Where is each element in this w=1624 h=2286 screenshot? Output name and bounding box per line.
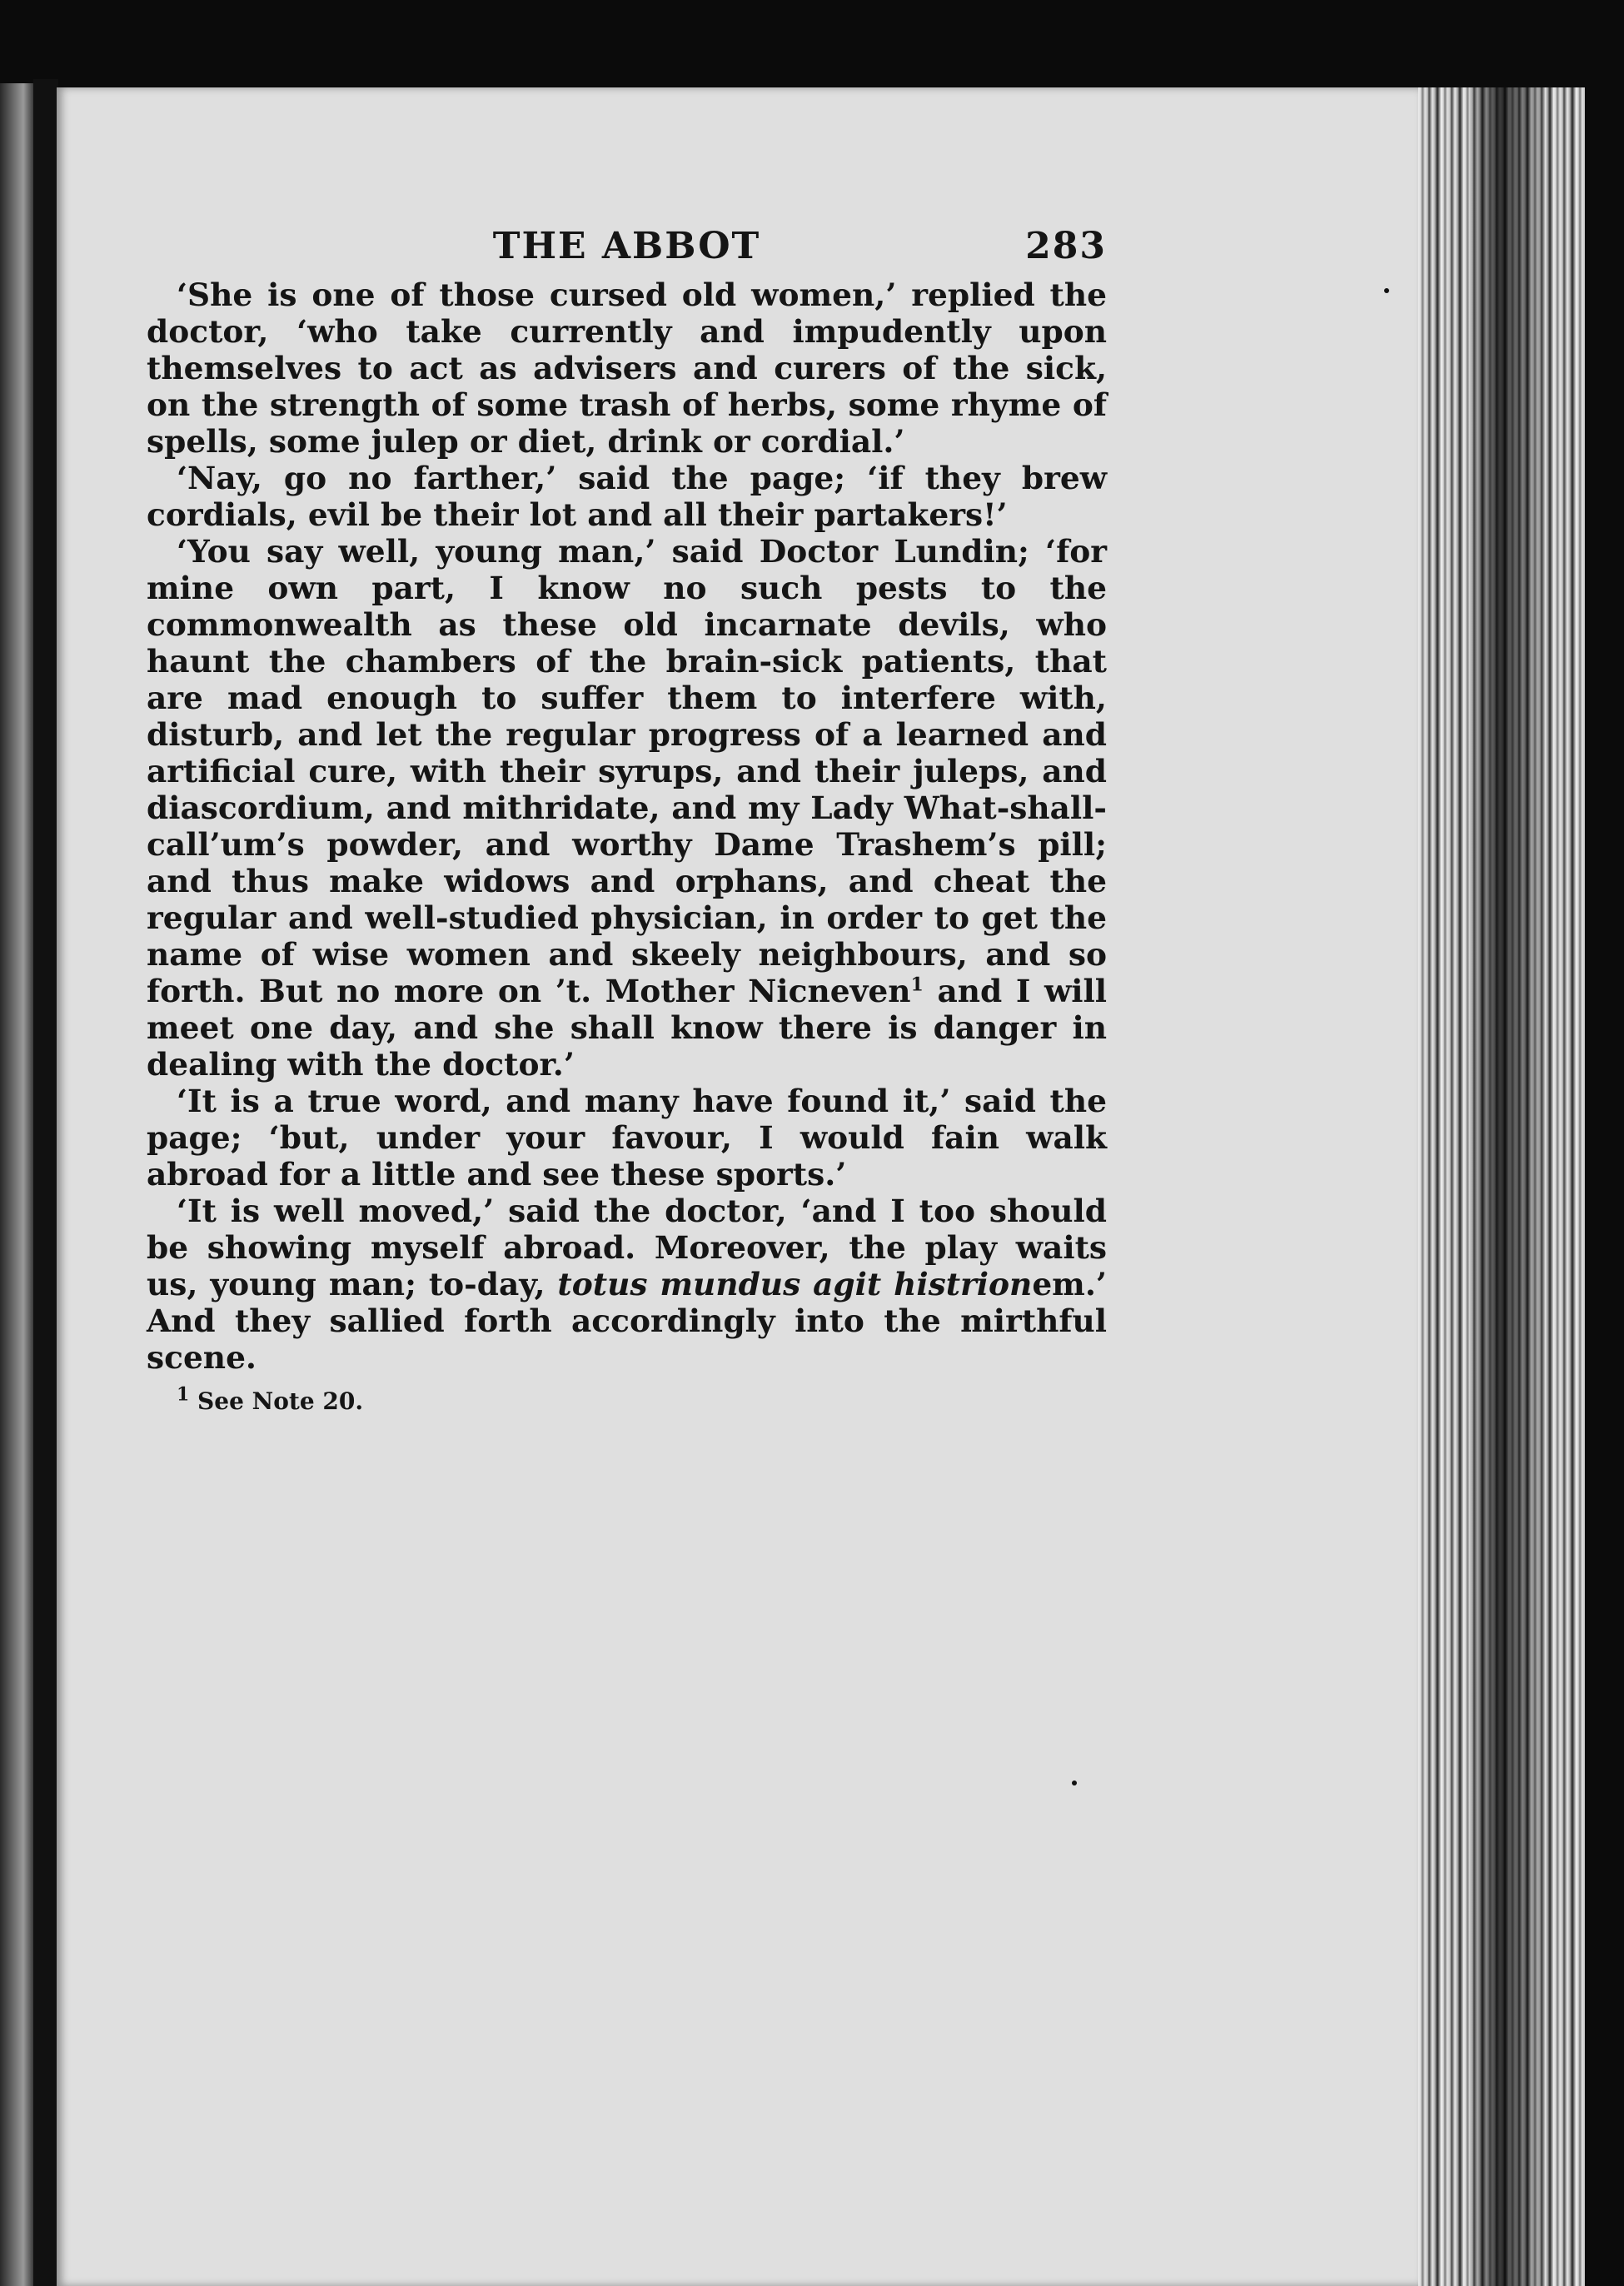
dust-speck <box>1384 288 1389 293</box>
running-head <box>147 225 1107 276</box>
paragraph-text: ‘You say well, young man,’ said Doctor Lundin; ‘for mine own part, I know no such pests to the commonwealth as these old incarnate devils, who haunt the chambers of the brain-sick patients, that are mad enough to suffer them to interfere with, disturb, and let the regular progress of a learned and artificial cure, with their syrups, and their juleps, and diascordium, and mithridate, and my Lady What-shall-call’um’s powder, and worthy Dame Trashem’s pill; and thus make widows and orphans, and cheat the regular and well-studied physician, in order to get the name of wise women and skeely neighbours, and so forth. But no more on ’t. Mother Nicneven <box>147 533 1107 1009</box>
binding-shadow <box>33 79 58 2286</box>
paragraph: ‘She is one of those cursed old women,’ replied the doctor, ‘who take currently and impudently upon themselves to act as advisers and curers of the sick, on the strength of some trash of herbs, some rhyme of spells, some julep or diet, drink or cordial.’ <box>147 276 1107 460</box>
page-stack-shadow <box>1470 87 1545 2286</box>
running-title: THE ABBOT <box>492 225 761 267</box>
footnote-mark: 1 <box>177 1383 190 1406</box>
left-page-edge <box>0 83 33 2286</box>
paragraph: ‘Nay, go no farther,’ said the page; ‘if they brew cordials, evil be their lot and all their partakers!’ <box>147 460 1107 533</box>
paragraph <box>147 1193 1107 1376</box>
page-number: 283 <box>1025 225 1107 267</box>
footnote-text: See Note 20. <box>189 1387 364 1415</box>
paragraph-text: and I will meet one day, and she shall know there is danger in dealing with the doctor.’ <box>147 973 1108 1083</box>
paragraph-text: ‘It is well moved,’ said the doctor, ‘and I too should be showing myself abroad. Moreover, the play waits us, young man; to-day, <box>147 1193 1107 1302</box>
footnote-reference: 1 <box>910 974 924 996</box>
latin-quotation: totus mundus agit histrion <box>557 1266 1033 1302</box>
body-text <box>147 276 1107 1376</box>
paragraph: ‘It is a true word, and many have found it,’ said the page; ‘but, under your favour, I would fain walk abroad for a little and see these sports.’ <box>147 1083 1107 1193</box>
footnote <box>177 1383 1107 1416</box>
scan-background-right <box>1585 0 1624 2286</box>
paragraph-text: em.’ And they sallied forth accordingly into the mirthful scene. <box>147 1266 1107 1376</box>
dust-speck <box>1072 1780 1077 1785</box>
text-block <box>147 225 1107 1416</box>
paragraph <box>147 533 1107 1083</box>
